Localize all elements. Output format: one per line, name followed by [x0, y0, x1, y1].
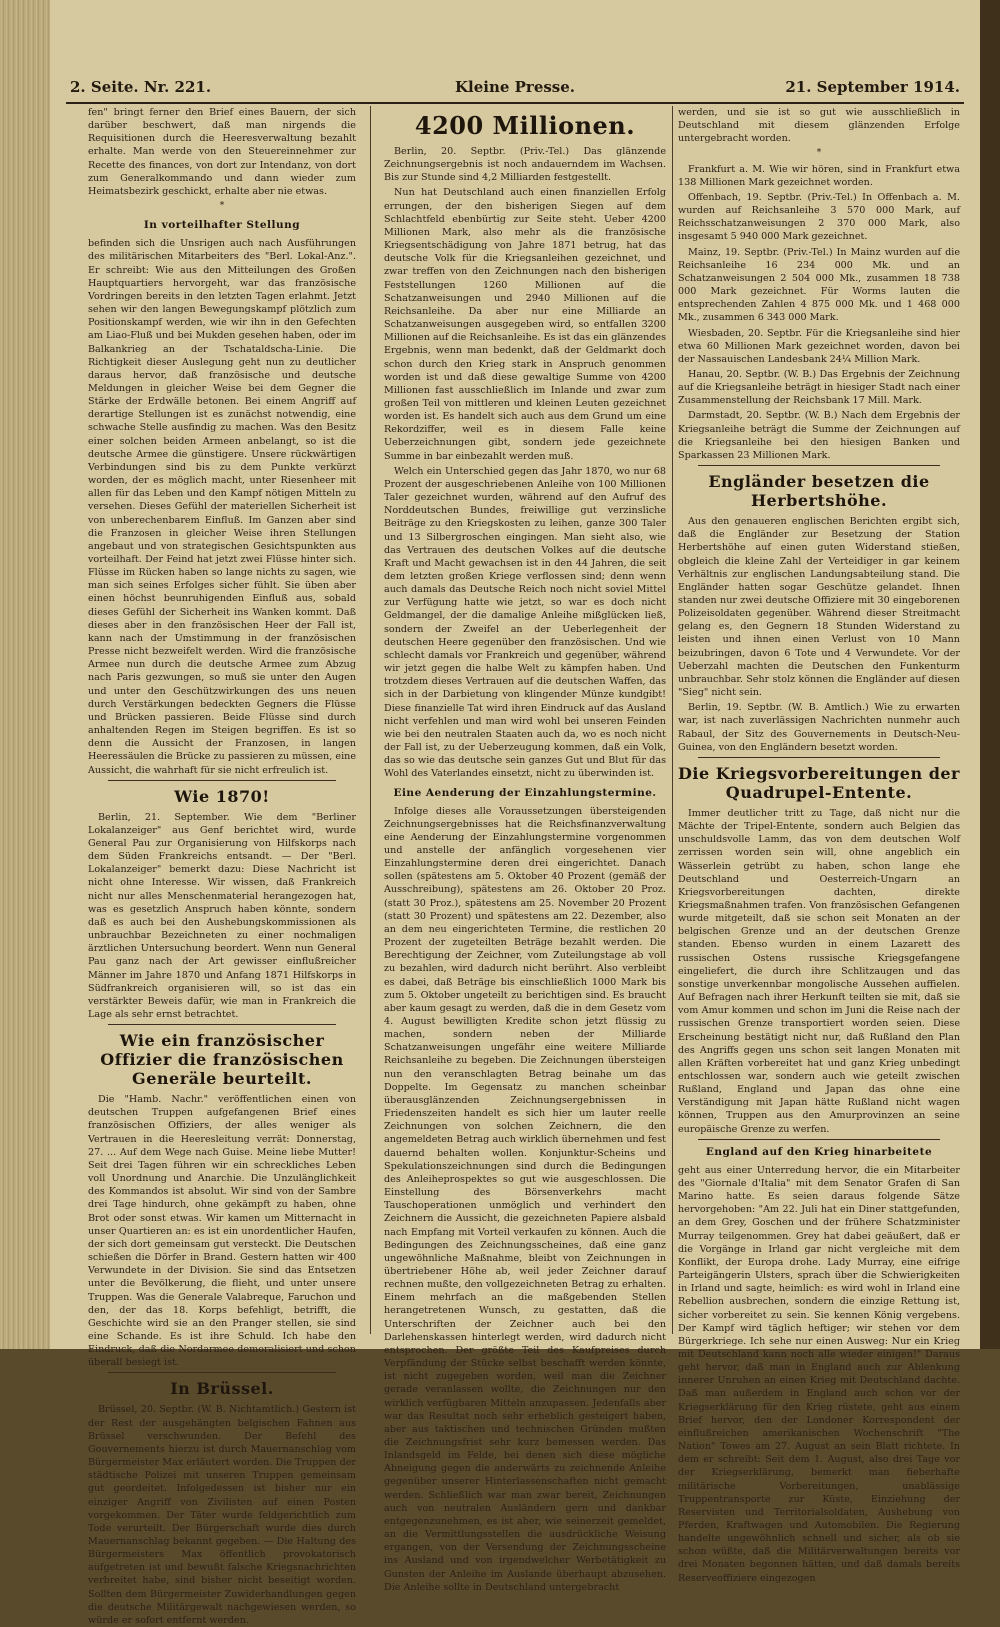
article-text: Welch ein Unterschied gegen das Jahr 1870, wo nur 68 Prozent der ausgeschriebenen Anleihe von 100 Millionen Taler gezeichnet wurden, während auf den Aufruf des Norddeutschen Bundes, freiwillige gut verzinsliche Beiträge zu den Kriegskosten zu leihen, ganze 300 Taler und 13 Silbergroschen eingingen. Man sieht also, wie das Vertrauen des deutschen Volkes auf die deutsche Kraft und Macht gewachsen ist in den 44 Jahren, die seit dem letzten großen Kriege verflossen sind; denn wenn auch damals das Deutsche Reich noch nicht soviel Mittel zur Verfügung hatte wie jetzt, so war es doch nicht Geldmangel, der die damalige Anleihe mißglücken ließ, sondern der Zweifel an der Ueberlegenheit der deutschen Heere gegenüber den französischen. Und wie schlecht damals vor Frankreich und gegenüber, während wir jetzt gegen die halbe Welt zu kämpfen haben. Und trotzdem dieses Vertrauen auf die deutschen Waffen, das sich in der Darbietung von klingender Münze kundgibt! Diese finanzielle Tat wird ihren Eindruck auf das Ausland nicht verfehlen und man wird wohl bei unseren Feinden wie bei den neutralen Staaten auch da, wo es noch nicht der Fall ist, zu der Ueberzeugung kommen, daß ein Volk, das so wie das deutsche sein ganzes Gut und Blut für das Wohl des Vaterlandes einsetzt, nicht zu überwinden ist.	[384, 465, 666, 780]
article-heading: Eine Aenderung der Einzahlungstermine.	[393, 786, 657, 799]
article-text: befinden sich die Unsrigen auch nach Ausführungen des militärischen Mitarbeiters des "Berl. Lokal-Anz.". Er schreibt: Wie aus den Mitteilungen des Großen Hauptquartiers hervorgeht, war das französische Vordringen bereits in den letzten Tagen erlahmt. Jetzt sehen wir den langen Bewegungskampf plötzlich zum Positionskampf werden, wie wir ihn in den Gefechten am Liao-Fluß und bei Mukden gesehen haben, oder im Balkankrieg an der Tschataldscha-Linie. Die Richtigkeit dieser Auslegung geht nun zu deutlicher daraus hervor, daß französische und deutsche Meldungen in gleicher Weise bei dem Gegner die Stärke der Erdwälle betonen. Bei einem Angriff auf derartige Stellungen ist es zunächst notwendig, eine schwache Stelle ausfindig zu machen. Was den Besitz einer solchen beiden Armeen anbelangt, so ist die deutsche Armee die günstigere. Unsere rückwärtigen Verbindungen sind bis zu dem Punkte verkürzt worden, der es möglich macht, unter Riesenheer mit allen für das Leben und den Kampf nötigen Mitteln zu versehen. Dieses Gefühl der materiellen Sicherheit ist von unberechenbarem Einfluß. Im Ganzen aber sind die Franzosen in gleicher Weise ihren Stellungen angebaut und von strategischen Gesichtspunkten aus vorteilhaft. Der Feind hat jetzt zwei Flüsse hinter sich. Flüsse im Rücken haben so lange nichts zu sagen, wie man sich seines Erfolges sicher fühlt. Sie üben aber einen höchst beunruhigenden Einfluß aus, sobald dieses Gefühl der Sicherheit ins Wanken kommt. Daß dieses aber in den französischen Heer der Fall ist, kann nach der Umstimmung in der französischen Presse nicht bezweifelt werden. Wird die französische Armee nun durch die deutsche Armee zum Abzug nach Paris gezwungen, so muß sie unter den Augen und unter den Geschützwirkungen des uns neuen durch Verstärkungen bedeckten Gegners die Flüsse und Brücken passieren. Beide Flüsse sind durch anhaltenden Regen im Steigen begriffen. Es ist so denn die Aussicht der Franzosen, in langen Heeressäulen die Brücke zu passieren zu müssen, eine Aussicht, die wahrhaft für sie nicht erfreulich ist.	[88, 238, 356, 776]
article-divider	[108, 1024, 336, 1025]
page-number: 2. Seite. Nr. 221.	[70, 78, 212, 96]
article-text: Berlin, 20. Septbr. (Priv.-Tel.) Das glänzende Zeichnungsergebnis ist noch andauerndem im Wachsen. Bis zur Stunde sind 4,2 Milliarden festgestellt.	[384, 146, 666, 184]
article-divider	[698, 1139, 940, 1140]
article-text: Nun hat Deutschland auch einen finanziellen Erfolg errungen, der den bisherigen Siegen auf dem Schlachtfeld ebenbürtig zur Seite steht. Ueber 4200 Millionen Mark, also mehr als die französische Kriegsentschädigung von Jahre 1871 betrug, hat das deutsche Volk für die Kriegsanleihen gezeichnet, und zwar treffen von den Zeichnungen nach den bisherigen Feststellungen 1260 Millionen auf die Schatzanweisungen und 2940 Millionen auf die Reichsanleihe. Da aber nur eine Milliarde an Schatzanweisungen ausgegeben wird, so entfallen 3200 Millionen auf die Reichsanleihe. Es ist das ein glänzendes Ergebnis, wenn man bedenkt, daß der Geldmarkt doch schon durch den Krieg stark in Anspruch genommen worden ist und daß diese gewaltige Summe von 4200 Millionen fast ausschließlich im Inlande und zwar zum großen Teil von mittleren und kleinen Leuten gezeichnet worden ist. Es handelt sich auch aus dem Grund um eine Rekordziffer, weil es in diesem Falle keine Ueberzeichnungen gibt, sondern jede gezeichnete Summe in bar einbezahlt werden muß.	[384, 187, 666, 462]
column-2	[384, 106, 666, 1593]
article-text: Infolge dieses alle Voraussetzungen übersteigenden Zeichnungsergebnisses hat die Reichsfinanzverwaltung eine Aenderung der Einzahlungstermine vorgenommen und anstelle der anfänglich vorgesehenen vier Einzahlungstermine deren drei eingerichtet. Danach sollen (spätestens am 5. Oktober 40 Prozent (gemäß der Ausschreibung), spätestens am 26. Oktober 20 Proz. (statt 30 Proz.), spätestens am 25. November 20 Prozent (statt 30 Prozent) und spätestens am 22. Dezember, also an dem neu eingerichteten Termine, die restlichen 20 Prozent der zugeteilten Beträge bezahlt werden. Die Berechtigung der Zeichner, vom Zuteilungstage ab voll zu bezahlen, wird dadurch nicht berührt. Also verbleibt es dabei, daß Beträge bis einschließlich 1000 Mark bis zum 5. Oktober ungeteilt zu berichtigen sind. Es braucht aber kaum gesagt zu werden, daß die in dem Gesetz vom 4. August bewilligten Kredite schon jetzt flüssig zu machen, sondern neben der Milliarde Schatzanweisungen ungefähr eine weitere Milliarde Reichsanleihe zu begeben. Die Zeichnungen übersteigen nun den veranschlagten Betrag beinahe um das Doppelte. Im Gegensatz zu manchen scheinbar überausglänzenden Zeichnungsergebnissen in Friedenszeiten handelt es sich hier um lauter reelle Zeichnungen von solchen Zeichnern, die den angemeldeten Betrag auch wirklich übernehmen und fest dauernd behalten wollen. Konjunktur-Scheins und Spekulationszeichnungen sind durch die Bedingungen des Anleiheprospektes so gut wie ausgeschlossen. Die Einstellung des Börsenverkehrs macht Tauschoperationen unmöglich und verhindert den Zeichnern die Aussicht, die gezeichneten Papiere alsbald nach Empfang mit Vorteil verkaufen zu können. Auch die Bedingungen des Zeichnungsscheines, daß eine ganz ungewöhnliche Maßnahme, bleibt von Zeichnungen in übertriebener Höhe ab, weil jeder Zeichner darauf rechnen mußte, den vollgezeichneten Betrag zu erhalten. Einem mehrfach an die maßgebenden Stellen herangetretenen Wunsch, zu gestatten, daß die Unterschriften der Zeichner auch bei den Darlehenskassen hinterlegt werden, wird dadurch nicht entsprochen. Der größte Teil des Kaufpreises durch Verpfändung der Stücke selbst beschafft werden könnte, ist nicht zugegeben worden, weil man die Zeichner gerade veranlassen wollte, die Zeichnungen nur den wirklich verfügbaren Mitteln anzupassen. Jedenfalls aber war das Resultat noch sehr erheblich gesteigert haben, aber aus taktischen und technischen Gründen mußten die Zeichnungsfrist sehr kurz bemessen werden. Das Inlandsgeld im Felde, bei denen sich diese mögliche Abneigung gegen die anderwärts zu zeichnende Anleihe gegenüber unserer Hinterlassenschaften nicht gemacht werden. Schließlich war man zwar bereit, Zeichnungen auch von neutralen Ausländern gern und dankbar entgegenzunehmen, es ist aber, wie seinerzeit gemeldet, an die Vermittlungsstellen die ausdrückliche Weisung ergangen, von der Versendung der Zeichnungsscheine ins Ausland und von irgendwelcher Werbetätigkeit zu Gunsten der Anleihe im Auslande überhaupt abzusehen. Die Anleihe sollte in Deutschland untergebracht	[384, 805, 666, 1593]
separator-star: *	[219, 201, 225, 212]
article-divider	[698, 757, 940, 758]
article-divider	[698, 465, 940, 466]
column-1	[88, 106, 356, 1626]
article-heading: Die Kriegsvorbereitungen der Quadrupel-Entente.	[678, 763, 960, 802]
separator-star: *	[816, 148, 822, 159]
column-divider-2	[672, 106, 673, 1334]
article-text: Brüssel, 20. Septbr. (W. B. Nichtamtlich.) Gestern ist der Rest der ausgehängten belgischen Fahnen aus Brüssel verschwunden. Der Befehl des Gouvernements hierzu ist durch Mauernanschlag vom Bürgermeister Max erläutert worden. Die Truppen der städtische Polizei mit unseren Truppen gemeinsam gut geordeitet. Infolgedessen ist bisher nur ein einziger Angriff von Zivilisten auf einen Posten vorgekommen. Der Täter wurde feldgerichtlich zum Tode verurteilt. Der Bürgerschaft wurde dies durch Mauernanschlag bekannt gegeben. — Die Haltung des Bürgermeisters Max öffentlich provokatorisch aufgetreten ist und bewußt falsche Kriegsnachrichten verbreitet habe, sind bisher nicht beseitigt worden. Sollten dem Bürgermeister Zuwiderhandlungen gegen die deutsche Militärgewalt nachgewiesen werden, so würde er sofort entfernt werden.	[88, 1404, 356, 1626]
article-text: Darmstadt, 20. Septbr. (W. B.) Nach dem Ergebnis der Kriegsanleihe beträgt die Summe der Zeichnungen auf die Kriegsanleihe bei den hiesigen Banken und Sparkassen 23 Millionen Mark.	[678, 410, 960, 461]
article-heading: In Brüssel.	[170, 1379, 274, 1399]
article-text: Frankfurt a. M. Wie wir hören, sind in Frankfurt etwa 138 Millionen Mark gezeichnet worden.	[678, 163, 960, 188]
page-header	[70, 78, 960, 102]
article-text: Offenbach, 19. Septbr. (Priv.-Tel.) In Offenbach a. M. wurden auf Reichsanleihe 3 570 000 Mark, auf Reichsschatzanweisungen 2 370 000 Mark, also insgesamt 5 940 000 Mark gezeichnet.	[678, 191, 960, 243]
article-text: werden, und sie ist so gut wie ausschließlich in Deutschland mit diesem glänzenden Erfolge untergebracht worden.	[678, 107, 960, 145]
scan-border	[980, 0, 1000, 1349]
article-heading: 4200 Millionen.	[414, 111, 636, 140]
article-text: Aus den genaueren englischen Berichten ergibt sich, daß die Engländer zur Besetzung der Station Herbertshöhe auf einen guten Widerstand stießen, obgleich die kleine Zahl der Verteidiger in gar keinem Verhältnis zur englischen Landungsabteilung stand. Die Engländer hatten sogar Geschütze gelandet. Ihnen standen nur zwei deutsche Offiziere mit 30 eingeborenen Polizeisoldaten gegenüber. Während dieser Streitmacht gelang es, den Gegnern 18 Stunden Widerstand zu leisten und ihnen einen Verlust von 10 Mann beizubringen, davon 6 Tote und 4 Verwundete. Vor der Ueberzahl machten die Deutschen den Funkenturm unbrauchbar. Sehr stolz können die Engländer auf diesen "Sieg" nicht sein.	[678, 516, 960, 699]
article-text: Immer deutlicher tritt zu Tage, daß nicht nur die Mächte der Tripel-Entente, sondern auch Belgien das unschuldsvolle Lamm, das von dem deutschen Wolf zerrissen worden sein will, ohne angeblich ein Wässerlein getrübt zu haben, schon lange ehe Deutschland und Oesterreich-Ungarn an Kriegsvorbereitungen dachten, direkte Kriegsmaßnahmen trafen. Von französischen Gefangenen wurde mitgeteilt, daß sie schon seit Monaten an der belgischen Grenze und an der deutschen Grenze standen. Ebenso wurden in einem Lazarett des russischen Ostens russische Kriegsgefangene eingeliefert, die durch ihre Schlitzaugen und das sonstige unverkennbar mongolische Aussehen auffielen. Auf Befragen nach ihrer Herkunft teilten sie mit, daß sie vom Amur kommen und schon im Juni die Reise nach der russischen Grenze transportiert worden seien. Diese Erscheinung bestätigt nicht nur, daß Rußland den Plan des Angriffs gegen uns schon seit langen Monaten mit allen Kräften vorbereitet hat und ganz Krieg unbedingt entschlossen war, sondern auch wie geteilt zwischen Rußland, England und Japan das ohne eine Verständigung mit Japan hätte Rußland nicht wagen können, Truppen aus den Amurprovinzen an seine europäische Grenze zu werfen.	[678, 807, 960, 1135]
article-heading: Wie ein französischer Offizier die französischen Generäle beurteilt.	[100, 1031, 344, 1089]
article-heading: Engländer besetzen die Herbertshöhe.	[708, 472, 930, 511]
article-text: Berlin, 21. September. Wie dem "Berliner Lokalanzeiger" aus Genf berichtet wird, wurde General Pau zur Organisierung von Hilfskorps nach dem Süden Frankreichs entsandt. — Der "Berl. Lokalanzeiger" bemerkt dazu: Diese Nachricht ist nicht ohne Interesse. Wir wissen, daß Frankreich nicht nur alles Menschenmaterial herangezogen hat, was es gesetzlich Anspruch haben könnte, sondern daß es auch bei den Aushebungskommissionen als unbrauchbar Bezeichneten zu einer nochmaligen ärztlichen Untersuchung beordert. Wenn nun General Pau ganz nach der Art gewisser einflußreicher Männer im Jahre 1870 und Anfang 1871 Hilfskorps in Südfrankreich organisieren will, so ist das ein verstärkter Beweis dafür, wie man in Frankreich die Lage als sehr ernst betrachtet.	[88, 811, 356, 1020]
article-text: geht aus einer Unterredung hervor, die ein Mitarbeiter des "Giornale d'Italia" mit dem Senator Grafen di San Marino hatte. Es seien daraus folgende Sätze hervorgehoben: "Am 22. Juli hat ein Diner stattgefunden, an dem Grey, Goschen und der frühere Schatzminister Murray teilgenommen. Grey hat dabei geäußert, daß er die Vorgänge in Irland gar nicht vergleiche mit dem Konflikt, der Europa drohe. Lady Murray, eine eifrige Parteigängerin Ulsters, sprach über die Schwierigkeiten in Irland und sagte, heimlich: es wird wohl in Irland eine Rebellion ausbrechen, sondern die einzige Rettung ist, sicher vorbereitet zu sein. Sie kennen König vergebens. Der Kampf wird täglich heftiger; wir stehen vor dem Bürgerkriege. Ich sehe nur einen Ausweg: Nur ein Krieg mit Deutschland kann noch alle wieder einigen!" Daraus geht hervor, daß man in England auch zur Ablenkung innerer Unruhen an einen Krieg mit Deutschland dachte. Daß man außerdem in England auch schon vor der Kriegserklärung für den Krieg rüstete, geht aus einem Brief hervor, den der Londoner Korrespondent der einflußreichen amerikanischen Wochenschrift "The Nation" Towes am 27. August an sein Blatt richtete. In dem er schreibt: Seit dem 1. August, also drei Tage vor der Kriegserklärung, bemerkt man fieberhafte militärische Vorbereitungen, unablässige Truppentransporte zur Küste, Einziehung der Reservisten und Territorialsoldaten, Aushebung von Pferden, Kraftwagen und Automobilen. Die Regierung handelte ungewöhnlich schnell und sicher, als ob sie schon wüßte, daß die Militärverwaltungen bereits vor drei Monaten begonnen hätten, und daß damals bereits Reserveoffiziere eingezogen	[678, 1164, 960, 1584]
column-3	[678, 106, 960, 1584]
article-heading: England auf den Krieg hinarbeitete	[705, 1145, 933, 1158]
article-heading: In vorteilhafter Stellung	[143, 219, 301, 232]
header-rule	[66, 102, 964, 104]
article-divider	[108, 1372, 336, 1373]
article-text: Hanau, 20. Septbr. (W. B.) Das Ergebnis der Zeichnung auf die Kriegsanleihe beträgt in hiesiger Stadt nach einer Zusammenstellung der Reichsbank 17 Mill. Mark.	[678, 368, 960, 407]
article-text: Die "Hamb. Nachr." veröffentlichen einen von deutschen Truppen aufgefangenen Brief eines französischen Offiziers, der alles weniger als Vertrauen in die Heeresleitung verrät: Donnerstag, 27. ... Auf dem Wege nach Guise. Meine liebe Mutter! Seit drei Tagen führen wir ein schreckliches Leben voll Unordnung und Anarchie. Die Unzulänglichkeit des Kommandos ist absolut. Wir sind von der Sambre drei Tage hindurch, ohne gekämpft zu haben, ohne Brot oder sonst etwas. Wir kamen um Mitternacht in unser Quartieren an: es ist ein unordentlicher Haufen, der sich dort gemeinsam gut versteckt. Die Deutschen schießen die Dörfer in Brand. Gestern hatten wir 400 Verwundete in der Division. Sie sind das Entsetzen unter die Bevölkerung, die flieht, und unter unsere Truppen. Was die Generale Valabreque, Faruchon und den, der das 18. Korps befehligt, betrifft, die Geschichte wird sie an den Pranger stellen, sie sind eine Schande. Es ist ihre Schuld. Ich habe den Eindruck, daß die Nordarmee demoralisiert und schon überall besiegt ist.	[88, 1094, 356, 1369]
article-text: Mainz, 19. Septbr. (Priv.-Tel.) In Mainz wurden auf die Reichsanleihe 16 234 000 Mk. und an Schatzanweisungen 2 504 000 Mk., zusammen 18 738 000 Mark gezeichnet. Für Worms lauten die entsprechenden Zahlen 4 875 000 Mk. und 1 468 000 Mk., zusammen 6 343 000 Mark.	[678, 246, 960, 324]
article-divider	[108, 780, 336, 781]
stacked-page-edges	[0, 0, 50, 1349]
article-text: Berlin, 19. Septbr. (W. B. Amtlich.) Wie zu erwarten war, ist nach zuverlässigen Nachrichten nunmehr auch Rabaul, der Sitz des Gouvernements in Deutsch-Neu-Guinea, von den Engländern besetzt worden.	[678, 702, 960, 753]
article-text: Wiesbaden, 20. Septbr. Für die Kriegsanleihe sind hier etwa 60 Millionen Mark gezeichnet worden, davon bei der Nassauischen Landesbank 24¼ Million Mark.	[678, 327, 960, 365]
issue-date: 21. September 1914.	[785, 78, 960, 96]
article-heading: Wie 1870!	[174, 786, 270, 806]
column-divider-1	[370, 106, 371, 1334]
masthead: Kleine Presse.	[454, 78, 576, 96]
article-text: fen" bringt ferner den Brief eines Bauern, der sich darüber beschwert, daß man nirgends die Requisitionen durch die Heeresverwaltung bezahlt erhalte. Man werde von den Steuereinnehmer zur Recette des finances, von dort zur Intendanz, von dort zum Generalkommando und dann wieder zum Heimatsbezirk geschickt, erhalte aber nie etwas.	[88, 107, 356, 197]
